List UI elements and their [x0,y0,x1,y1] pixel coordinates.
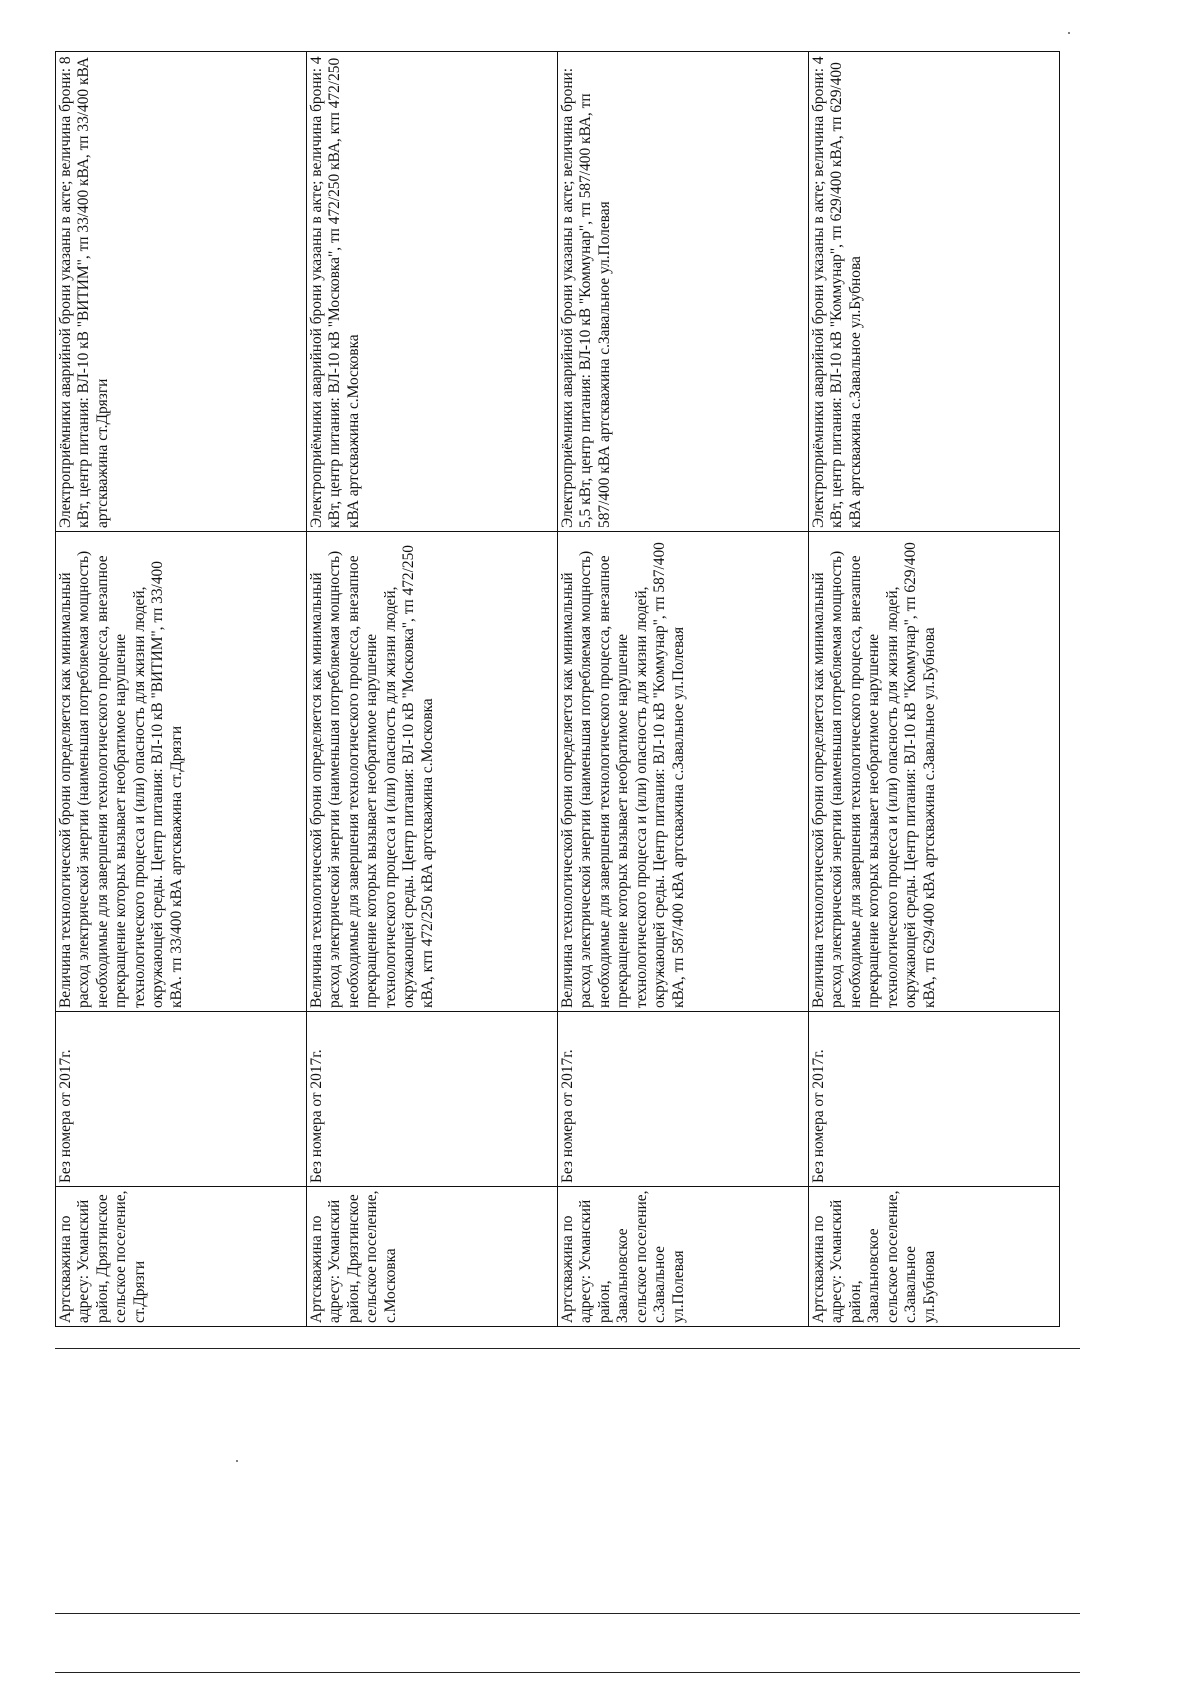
tech-reserve-cell: Величина технологической брони определяется как минимальный расход электрической энергии (наименьшая потребляемая мощность) необходимые для завершения технологического процесса, внезапное прекращение которых вызывает необратимое нарушение технологического процесса и (или) опасность для жизни людей, окружающей среды. Центр питания: ВЛ-10 кВ "ВИТИМ", тп 33/400 кВА. тп 33/400 кВА артскважина ст.Дрязги [56,532,307,1012]
scan-speck [1068,32,1070,34]
document-cell: Без номера от 2017г. [809,1012,1060,1187]
scan-speck [236,1460,238,1462]
table-row [307,52,558,1327]
document-cell: Без номера от 2017г. [56,1012,307,1187]
emergency-reserve-cell: Электроприёмники аварийной брони указаны в акте; величина брони: 8 кВт, центр питания: ВЛ-10 кВ "ВИТИМ", тп 33/400 кВА, тп 33/400 кВА артскважина ст.Дрязги [56,52,307,532]
form-rule-line [55,1613,1080,1614]
form-rule-line [55,1672,1080,1673]
rotated-table-container [55,52,1060,1327]
table-row [56,52,307,1327]
emergency-reserve-cell: Электроприёмники аварийной брони указаны в акте; величина брони: 4 кВт, центр питания: ВЛ-10 кВ "Московка", тп 472/250 кВА, ктп 472/250 кВА артскважина с.Московка [307,52,558,532]
tech-reserve-cell: Величина технологической брони определяется как минимальный расход электрической энергии (наименьшая потребляемая мощность) необходимые для завершения технологического процесса, внезапное прекращение которых вызывает необратимое нарушение технологического процесса и (или) опасность для жизни людей, окружающей среды. Центр питания: ВЛ-10 кВ "Московка", тп 472/250 кВА, ктп 472/250 кВА артскважина с.Московка [307,532,558,1012]
reserve-table [55,51,1060,1327]
tech-reserve-cell: Величина технологической брони определяется как минимальный расход электрической энергии (наименьшая потребляемая мощность) необходимые для завершения технологического процесса, внезапное прекращение которых вызывает необратимое нарушение технологического процесса и (или) опасность для жизни людей, окружающей среды. Центр питания: ВЛ-10 кВ "Коммунар", тп 629/400 кВА, тп 629/400 кВА артскважина с.Завальное ул.Бубнова [809,532,1060,1012]
object-cell: Артскважина по адресу: Усманский район, Дрязгинское сельское поселение, с.Московка [307,1187,558,1327]
object-cell: Артскважина по адресу: Усманский район, Завальновское сельское поселение, с.Завальное ул.Полевая [558,1187,809,1327]
form-rule-line [55,1348,1080,1349]
document-cell: Без номера от 2017г. [307,1012,558,1187]
emergency-reserve-cell: Электроприёмники аварийной брони указаны в акте; величина брони: 4 кВт, центр питания: ВЛ-10 кВ "Коммунар", тп 629/400 кВА, тп 629/400 кВА артскважина с.Завальное ул.Бубнова [809,52,1060,532]
object-cell: Артскважина по адресу: Усманский район, Дрязгинское сельское поселение, ст.Дрязги [56,1187,307,1327]
document-cell: Без номера от 2017г. [558,1012,809,1187]
table-row [809,52,1060,1327]
table-row [558,52,809,1327]
emergency-reserve-cell: Электроприёмники аварийной брони указаны в акте; величина брони: 5,5 кВт, центр питания: ВЛ-10 кВ "Коммунар", тп 587/400 кВА, тп 587/400 кВА артскважина с.Завальное ул.Полевая [558,52,809,532]
object-cell: Артскважина по адресу: Усманский район, Завальновское сельское поселение, с.Завальное ул.Бубнова [809,1187,1060,1327]
tech-reserve-cell: Величина технологической брони определяется как минимальный расход электрической энергии (наименьшая потребляемая мощность) необходимые для завершения технологического процесса, внезапное прекращение которых вызывает необратимое нарушение технологического процесса и (или) опасность для жизни людей, окружающей среды. Центр питания: ВЛ-10 кВ "Коммунар", тп 587/400 кВА, тп 587/400 кВА артскважина с.Завальное ул.Полевая [558,532,809,1012]
